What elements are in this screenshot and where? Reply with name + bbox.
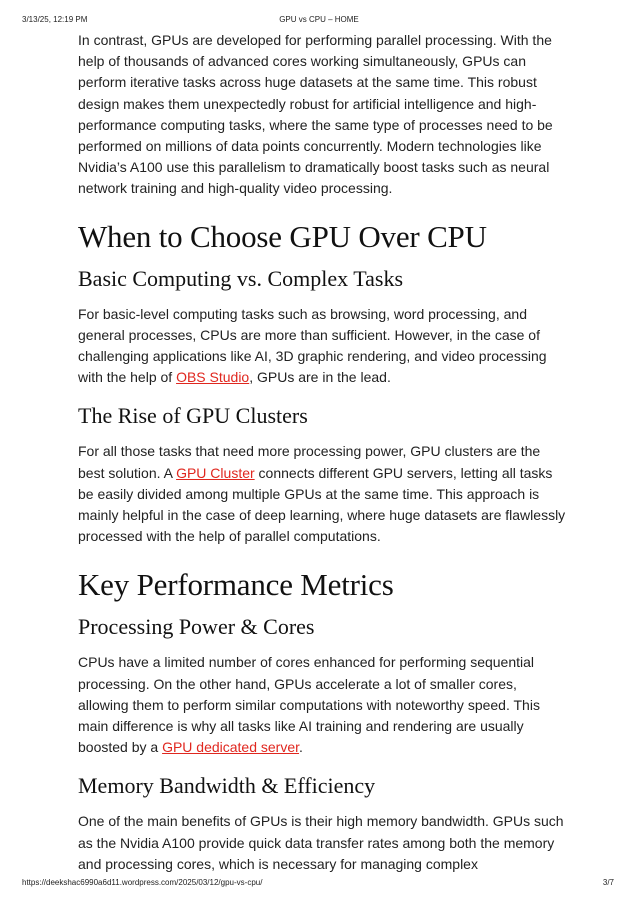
paragraph-memory-bandwidth: One of the main benefits of GPUs is their high memory bandwidth. GPUs such as the Nvidia A100 provide quick data transfer rates among both the memory and processing cores, which is necessary for managing complex (78, 813, 564, 872)
subheading-processing-power: Processing Power & Cores (78, 614, 315, 640)
article-content (78, 30, 568, 875)
subheading-basic-vs-complex: Basic Computing vs. Complex Tasks (78, 265, 404, 291)
gpu-cluster-link[interactable]: GPU Cluster (176, 464, 255, 481)
section-heading-key-metrics: Key Performance Metrics (78, 567, 394, 603)
print-page-number: 3/7 (602, 878, 614, 887)
paragraph-gpu-clusters: For all those tasks that need more processing power, GPU clusters are the best solution. A GPU Cluster connects different GPU servers, letting all tasks be easily divided among multiple GPUs at the same time. This approach is mainly helpful in the case of deep learning, where huge datasets are flawlessly processed with the help of parallel computations. (78, 443, 566, 545)
intro-paragraph: In contrast, GPUs are developed for performing parallel processing. With the help of thousands of advanced cores working simultaneously, GPUs can perform iterative tasks across huge datasets at the same time. This robust design makes them unexpectedly robust for artificial intelligence and high-performance computing tasks, where the same type of processes need to be performed on millions of data points concurrently. Modern technologies like Nvidia’s A100 use this parallelism to dramatically boost tasks such as neural network training and high-quality video processing. (78, 32, 553, 197)
gpu-dedicated-server-link[interactable]: GPU dedicated server (162, 739, 300, 756)
print-url: https://deekshac6990a6d11.wordpress.com/2025/03/12/gpu-vs-cpu/ (22, 878, 263, 887)
section-heading-gpu-over-cpu: When to Choose GPU Over CPU (78, 218, 487, 254)
print-page-title: GPU vs CPU – HOME (279, 15, 359, 24)
paragraph-basic-vs-complex: For basic-level computing tasks such as browsing, word processing, and general processes, CPUs are more than sufficient. However, in the case of challenging applications like AI, 3D graphic rendering, and video processing with the help of OBS Studio, GPUs are in the lead. (78, 305, 547, 386)
subheading-memory-bandwidth: Memory Bandwidth & Efficiency (78, 773, 376, 799)
paragraph-processing-power: CPUs have a limited number of cores enhanced for performing sequential processing. On the other hand, GPUs accelerate a lot of smaller cores, allowing them to perform similar computations with noteworthy speed. This main difference is why all tasks like AI training and rendering are usually boosted by a GPU dedicated server. (78, 654, 540, 756)
subheading-gpu-clusters: The Rise of GPU Clusters (78, 403, 308, 429)
obs-studio-link[interactable]: OBS Studio (176, 369, 250, 386)
print-datetime: 3/13/25, 12:19 PM (22, 15, 88, 24)
